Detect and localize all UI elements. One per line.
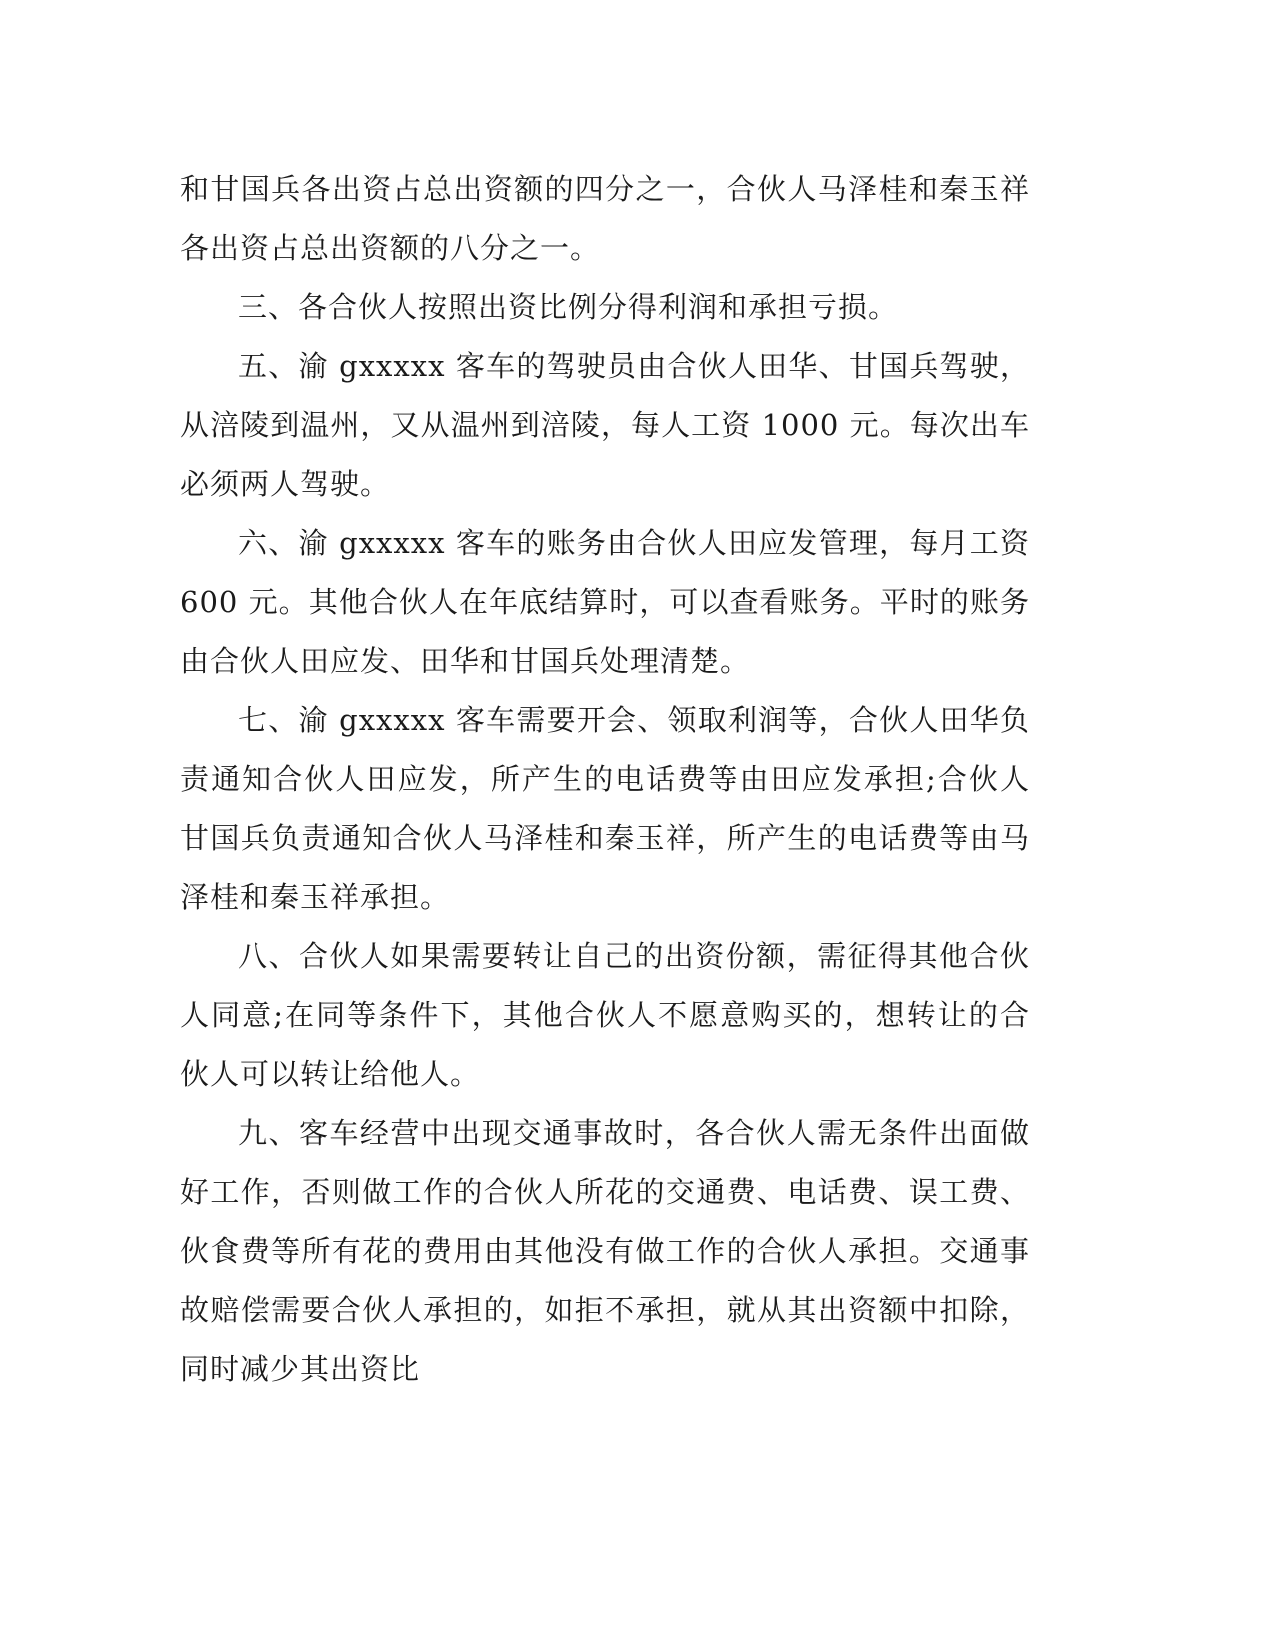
document-body xyxy=(180,160,1030,1399)
paragraph-continuation: 和甘国兵各出资占总出资额的四分之一，合伙人马泽桂和秦玉祥各出资占总出资额的八分之一。 xyxy=(180,172,1030,265)
paragraph-clause-6: 六、渝 gxxxxx 客车的账务由合伙人田应发管理，每月工资 600 元。其他合伙人在年底结算时，可以查看账务。平时的账务由合伙人田应发、田华和甘国兵处理清楚。 xyxy=(180,526,1030,678)
paragraph-clause-9: 九、客车经营中出现交通事故时，各合伙人需无条件出面做好工作，否则做工作的合伙人所花的交通费、电话费、误工费、伙食费等所有花的费用由其他没有做工作的合伙人承担。交通事故赔偿需要合伙人承担的，如拒不承担，就从其出资额中扣除，同时减少其出资比 xyxy=(180,1116,1030,1386)
paragraph-clause-8: 八、合伙人如果需要转让自己的出资份额，需征得其他合伙人同意;在同等条件下，其他合伙人不愿意购买的，想转让的合伙人可以转让给他人。 xyxy=(180,939,1030,1091)
paragraph-clause-3: 三、各合伙人按照出资比例分得利润和承担亏损。 xyxy=(238,290,899,324)
paragraph-clause-5: 五、渝 gxxxxx 客车的驾驶员由合伙人田华、甘国兵驾驶，从涪陵到温州，又从温州到涪陵，每人工资 1000 元。每次出车必须两人驾驶。 xyxy=(180,349,1030,501)
paragraph-clause-7: 七、渝 gxxxxx 客车需要开会、领取利润等，合伙人田华负责通知合伙人田应发，所产生的电话费等由田应发承担;合伙人甘国兵负责通知合伙人马泽桂和秦玉祥，所产生的电话费等由马泽桂和秦玉祥承担。 xyxy=(180,703,1030,914)
